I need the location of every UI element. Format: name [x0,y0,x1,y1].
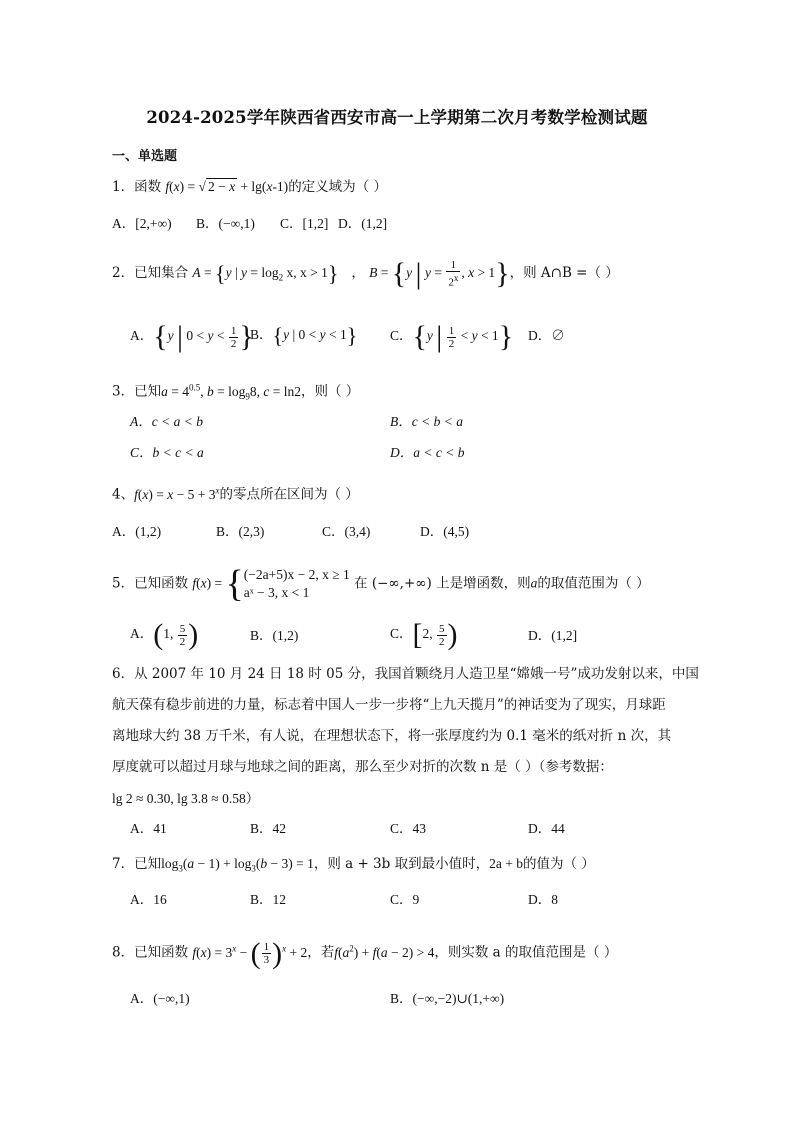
q7-option-d[interactable]: D．8 [528,892,558,907]
question-3 [112,377,359,406]
q1-option-b[interactable]: B．(−∞,1) [196,216,255,231]
q6-option-c[interactable]: C．43 [390,821,427,836]
q5-text-post: 的取值范围为（ ） [537,575,650,592]
q7-option-a[interactable]: A．16 [130,892,167,907]
q6-line-3: 离地球大约 38 万千米，有人说，在理想状态下，将一张厚度约为 0.1 毫米的纸对折 n 次，其 [112,728,672,744]
q5-text-pre: 已知函数 [134,575,189,592]
q8-option-a[interactable]: A．(−∞,1) [130,991,190,1006]
q5-option-c[interactable]: C．[2, $\frac{5}{2}$ ) [390,618,458,651]
question-8 [112,938,617,968]
q2-option-b[interactable]: B．{y | 0 < y < 1} [250,322,358,348]
q8-number: 8． [112,944,135,961]
question-2: 2．已知集合 A = {y | $y = \log_2 x$, x > 1} ， B = {y | y = $\frac{1}{2^x}$ , x > 1}，则 A∩B =（ ） [112,257,619,290]
question-7 [112,854,595,879]
q3-expression: $a = 4^{0.5}$, $b = \log_98$, c = ln2 [161,382,301,402]
q8-expression: $f(x) = 3^x$ − ( $\frac{1}{3}$ )$^x$ + 2 [192,936,308,970]
q2-set-a: A = {y | $y = \log_2 x$, x > 1} [192,261,339,286]
q5-text-mid: 在 (−∞,+∞) 上是增函数，则 [354,575,531,592]
q2-text-post: ，则 A∩B =（ ） [509,265,619,282]
q3-number: 3． [112,383,135,400]
q7-text-pre: 已知 [134,856,162,872]
section-heading: 一、单选题 [112,149,178,164]
q5-number: 5． [112,575,135,592]
q6-option-d[interactable]: D．44 [528,821,565,836]
q7-option-c[interactable]: C．9 [390,892,420,907]
q4-option-a[interactable]: A．(1,2) [112,524,162,539]
q5-case-1: (−2a+5)x − 2, x ≥ 1 [243,567,350,582]
q8-option-b[interactable]: B．(−∞,−2)∪(1,+∞) [390,991,505,1006]
page-title: 2024-2025学年陕西省西安市高一上学期第二次月考数学检测试题 [146,108,648,127]
q3-option-c[interactable]: C．b < c < a [130,445,204,460]
q4-option-d[interactable]: D．(4,5) [420,524,470,539]
q3-option-a[interactable]: A．c < a < b [130,414,203,429]
q7-expression: $\log_3(a - 1) + \log_3(b - 3) = 1$ [161,856,314,874]
q1-option-a[interactable]: A．[2,+∞) [112,216,172,231]
q2-option-d[interactable]: D．∅ [528,328,565,343]
q4-option-b[interactable]: B．(2,3) [216,524,265,539]
q6-option-b[interactable]: B．42 [250,821,287,836]
q7-text-post: 的值为（ ） [522,856,595,872]
q2-set-b: B = {y | y = $\frac{1}{2^x}$ , x > 1} [369,257,510,290]
q6-line-5: lg 2 ≈ 0.30, lg 3.8 ≈ 0.58） [112,791,260,806]
q6-line-2: 航天葆有稳步前进的力量，标志着中国人一步一步将“上九天揽月”的神话变为了现实，月球距 [112,697,666,713]
q1-text-post: 的定义域为（ ） [288,179,387,195]
q7-text-mid: ，则 a + 3b 取到最小值时， [313,856,490,872]
q7-expression-2: 2a + b [489,856,523,871]
question-5: 5．已知函数 f(x) = { (−2a+5)x − 2, x ≥ 1 aˣ − 3, x < 1 在 (−∞,+∞) 上是增函数，则a的取值范围为（ ） [112,563,650,605]
q1-number: 1． [112,179,135,195]
q8-text-post: ，则实数 a 的取值范围是（ ） [434,944,618,961]
q1-option-c[interactable]: C．[1,2] [280,216,329,231]
q4-number: 4、 [112,486,135,503]
q5-option-a[interactable]: A．(1, $\frac{5}{2}$ ) [130,618,199,651]
q7-option-b[interactable]: B．12 [250,892,287,907]
q7-number: 7． [112,856,135,872]
q8-condition: $f(a^2) + f(a - 2) > 4$ [334,943,435,960]
q3-text-pre: 已知 [134,383,162,400]
q1-expression: f(x) = √ 2 − x + lg(x-1) [165,179,289,194]
q2-option-a[interactable]: A．{y | 0 < y < $\frac{1}{2}$ } [130,320,254,353]
q2-text-pre: 已知集合 [134,265,189,282]
q5-option-b[interactable]: B．(1,2) [250,628,299,643]
question-6 [112,659,699,814]
q2-option-c[interactable]: C．{y | $\frac{1}{2}$ < y < 1} [390,320,514,353]
q6-option-a[interactable]: A．41 [130,821,167,836]
q1-option-d[interactable]: D．(1,2] [338,216,388,231]
q4-text-post: 的零点所在区间为（ ） [219,486,359,503]
question-4 [112,480,359,505]
q3-option-d[interactable]: D．a < c < b [390,445,465,460]
q1-text-pre: 函数 [134,179,162,195]
q2-number: 2． [112,265,135,282]
q4-option-c[interactable]: C．(3,4) [322,524,371,539]
q6-line-4: 厚度就可以超过月球与地球之间的距离，那么至少对折的次数 n 是（ ）（参考数据： [112,759,613,775]
q8-text-pre: 已知函数 [134,944,189,961]
q6-line-1: 6．从 2007 年 10 月 24 日 18 时 05 分，我国首颗绕月人造卫星“嫦娥一号”成功发射以来，中国 [112,666,699,682]
q3-option-b[interactable]: B．c < b < a [390,414,463,429]
q5-case-2: aˣ − 3, x < 1 [243,585,310,600]
q5-option-d[interactable]: D．(1,2] [528,628,578,643]
q8-text-mid: ，若 [307,944,335,961]
q5-piecewise [244,566,350,602]
question-1 [112,177,387,197]
q3-text-post: ，则（ ） [300,383,360,400]
q4-expression: $f(x) = x - 5 + 3^x$ [134,485,220,502]
